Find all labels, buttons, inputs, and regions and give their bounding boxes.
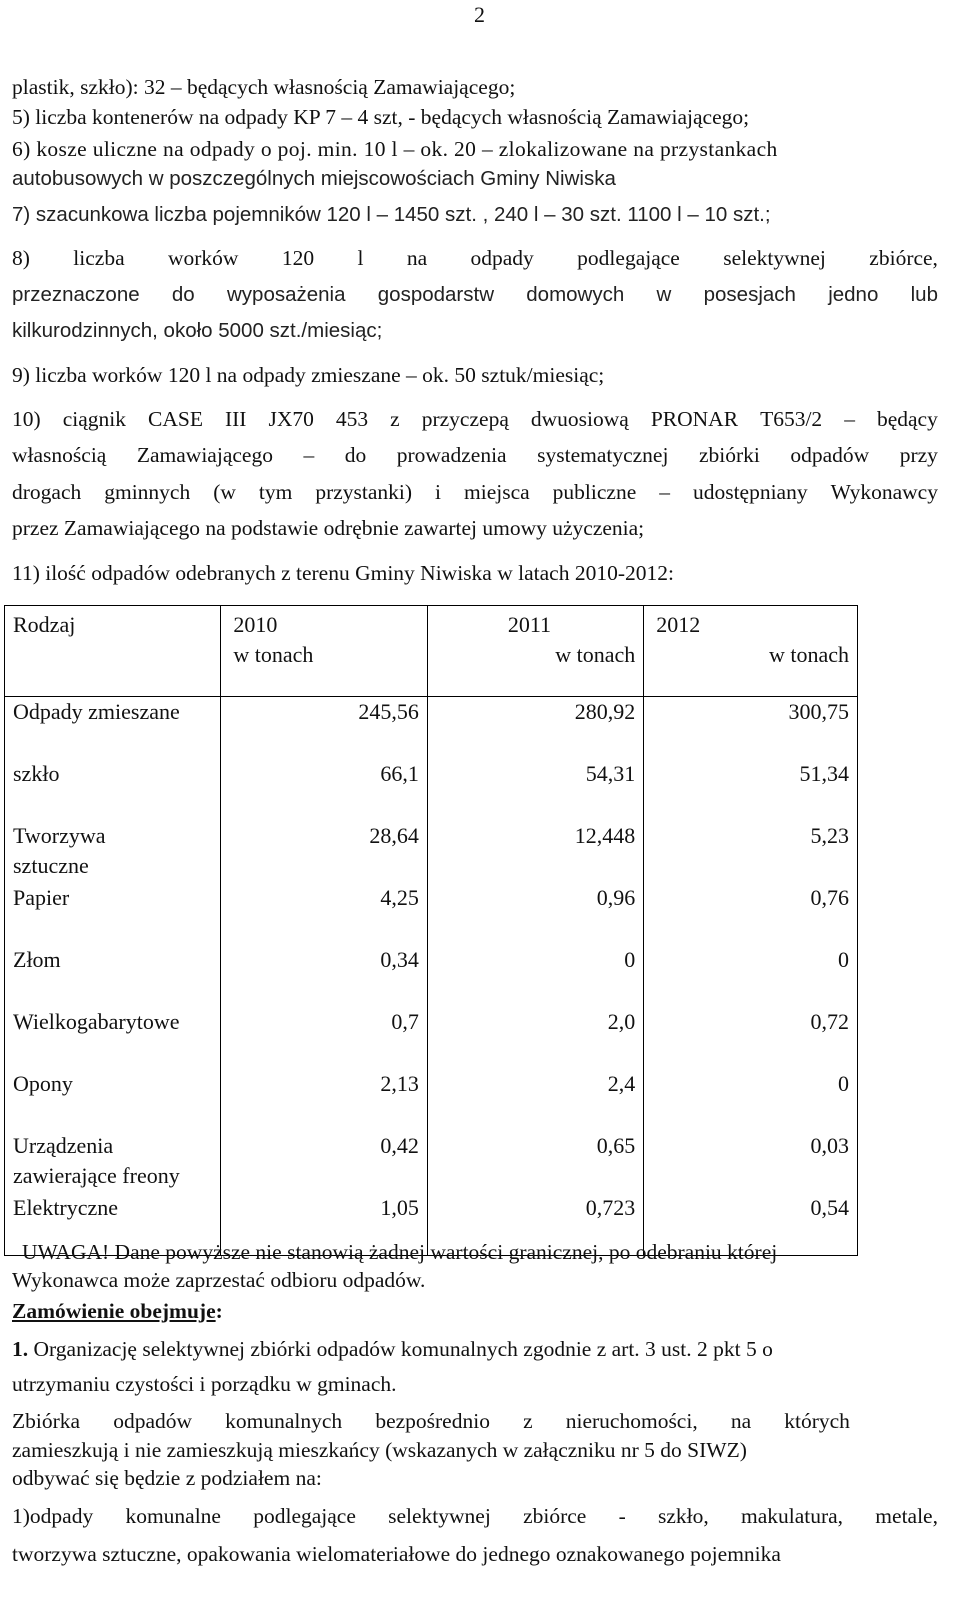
justified-line-8 — [12, 245, 938, 271]
word: szkło, — [657, 1504, 709, 1528]
word: worków — [168, 246, 239, 270]
word: gminnych — [104, 480, 191, 504]
word: zbiórce, — [869, 246, 938, 270]
word: 8) — [12, 246, 30, 270]
table-row — [5, 1007, 858, 1069]
table-row — [5, 697, 858, 760]
cell-2011: 54,31 — [427, 759, 643, 821]
word: na — [730, 1409, 752, 1433]
order-item-1b: utrzymaniu czystości i porządku w gminach. — [12, 1372, 397, 1396]
cell-2010: 66,1 — [221, 759, 428, 821]
word: CASE — [148, 407, 203, 431]
waste-table — [4, 605, 858, 1256]
word: PRONAR — [650, 407, 739, 431]
text-line: 11) ilość odpadów odebranych z terenu Gminy Niwiska w latach 2010-2012: — [12, 561, 674, 585]
word: przeznaczone — [12, 283, 140, 306]
word: z — [390, 407, 400, 431]
word: tym — [258, 480, 293, 504]
word: makulatura, — [740, 1504, 844, 1528]
cell-type: Urządzenia zawierające freony — [5, 1131, 221, 1193]
table-row — [5, 945, 858, 1007]
cell-2011: 280,92 — [427, 697, 643, 760]
cell-type: Wielkogabarytowe — [5, 1007, 221, 1069]
word: Zbiórka — [12, 1409, 81, 1433]
word: prowadzenia — [396, 443, 507, 467]
text-p2b: zamieszkują i nie zamieszkują mieszkańcy (wskazanych w załączniku nr 5 do SIWZ) — [12, 1438, 747, 1462]
word: i — [435, 480, 442, 504]
cell-2012: 0,76 — [644, 883, 858, 945]
cell-2011: 0,96 — [427, 883, 643, 945]
word: których — [784, 1409, 850, 1433]
word: przystanki) — [315, 480, 413, 504]
word: do — [344, 443, 367, 467]
word: wyposażenia — [226, 283, 346, 306]
text-line: przez Zamawiającego na podstawie odrębnie zawartej umowy użyczenia; — [12, 516, 645, 540]
order-item-1: 1. Organizację selektywnej zbiórki odpadów komunalnych zgodnie z art. 3 ust. 2 pkt 5 o — [12, 1337, 773, 1361]
order-heading: Zamówienie obejmuje: — [12, 1299, 223, 1323]
word: z — [523, 1409, 533, 1433]
header-2012: 2012 w tonach — [644, 606, 858, 697]
table-row — [5, 1069, 858, 1131]
word: T653/2 — [760, 407, 823, 431]
cell-2012: 51,34 — [644, 759, 858, 821]
cell-2010: 0,34 — [221, 945, 428, 1007]
cell-2012: 0 — [644, 945, 858, 1007]
word: III — [224, 407, 247, 431]
word: selektywnej — [388, 1504, 491, 1528]
table-row — [5, 759, 858, 821]
table-row — [5, 821, 858, 883]
word: Wykonawcy — [830, 480, 938, 504]
word: – — [303, 443, 315, 467]
word: zbiórki — [698, 443, 760, 467]
word: przyczepą — [421, 407, 509, 431]
header-2010: 2010 w tonach — [221, 606, 428, 697]
word: Zamawiającego — [136, 443, 273, 467]
cell-type: Odpady zmieszane — [5, 697, 221, 760]
word: – — [659, 480, 670, 504]
table-row — [5, 1131, 858, 1193]
word: 10) — [12, 407, 41, 431]
word: drogach — [12, 480, 82, 504]
cell-type: Papier — [5, 883, 221, 945]
word: selektywnej — [723, 246, 826, 270]
justified-line-10b — [12, 442, 938, 468]
word: podlegające — [253, 1504, 356, 1528]
cell-type: Złom — [5, 945, 221, 1007]
word: udostępniany — [692, 480, 808, 504]
word: 1)odpady — [12, 1504, 94, 1528]
page-number: 2 — [474, 2, 485, 27]
text-line: 7) szacunkowa liczba pojemników 120 l – 1450 szt. , 240 l – 30 szt. 1100 l – 10 szt.; — [12, 203, 771, 226]
justified-line-8b — [12, 282, 938, 308]
word: odpady — [470, 246, 534, 270]
word: 453 — [335, 407, 369, 431]
cell-2011: 12,448 — [427, 821, 643, 883]
cell-2012: 0,54 — [644, 1193, 858, 1256]
word: liczba — [73, 246, 125, 270]
word: - — [618, 1504, 626, 1528]
word: systematycznej — [537, 443, 669, 467]
text-line: 5) liczba kontenerów na odpady KP 7 – 4 szt, - będących własnością Zamawiającego; — [12, 105, 750, 129]
cell-2012: 0,03 — [644, 1131, 858, 1193]
cell-2011: 2,4 — [427, 1069, 643, 1131]
cell-2011: 2,0 — [427, 1007, 643, 1069]
word: miejsca — [464, 480, 530, 504]
cell-2010: 0,42 — [221, 1131, 428, 1193]
text-line: 9) liczba worków 120 l na odpady zmieszane – ok. 50 sztuk/miesiąc; — [12, 363, 605, 387]
word: będący — [876, 407, 938, 431]
cell-2012: 0,72 — [644, 1007, 858, 1069]
word: ciągnik — [62, 407, 126, 431]
table-header-row — [5, 606, 858, 697]
word: w — [656, 283, 672, 306]
word: bezpośrednio — [375, 1409, 490, 1433]
word: domowych — [526, 283, 625, 306]
cell-2010: 245,56 — [221, 697, 428, 760]
word: komunalne — [125, 1504, 221, 1528]
justified-p3a — [12, 1503, 938, 1529]
word: metale, — [875, 1504, 938, 1528]
table-row — [5, 883, 858, 945]
word: publiczne — [552, 480, 637, 504]
cell-2012: 5,23 — [644, 821, 858, 883]
cell-2010: 28,64 — [221, 821, 428, 883]
word: dwuosiową — [530, 407, 629, 431]
cell-2012: 300,75 — [644, 697, 858, 760]
word: l — [357, 246, 364, 270]
cell-2010: 4,25 — [221, 883, 428, 945]
word: zbiórce — [523, 1504, 587, 1528]
text-line: autobusowych w poszczególnych miejscowościach Gminy Niwiska — [12, 167, 616, 190]
cell-2011: 0,65 — [427, 1131, 643, 1193]
cell-type: Elektryczne — [5, 1193, 221, 1256]
justified-line-10 — [12, 406, 938, 432]
text-line: plastik, szkło): 32 – będących własnością Zamawiającego; — [12, 75, 516, 99]
word: – — [844, 407, 855, 431]
word: (w — [213, 480, 236, 504]
word: przy — [899, 443, 938, 467]
word: odpadów — [113, 1409, 193, 1433]
header-rodzaj: Rodzaj — [5, 606, 221, 697]
uwaga-line-1: UWAGA! Dane powyższe nie stanowią żadnej wartości granicznej, po odebraniu której — [22, 1240, 778, 1264]
word: nieruchomości, — [565, 1409, 698, 1433]
cell-type: szkło — [5, 759, 221, 821]
justified-p2a — [12, 1408, 850, 1434]
word: JX70 — [268, 407, 314, 431]
header-2011: 2011 w tonach — [427, 606, 643, 697]
word: jedno — [828, 283, 879, 306]
text-line: 6) kosze uliczne na odpady o poj. min. 10 l – ok. 20 – zlokalizowane na przystankach — [12, 137, 778, 161]
word: własnością — [12, 443, 107, 467]
word: odpadów — [790, 443, 870, 467]
cell-2011: 0 — [427, 945, 643, 1007]
word: komunalnych — [225, 1409, 343, 1433]
table-body — [5, 697, 858, 1256]
word: do — [171, 283, 195, 306]
cell-2012: 0 — [644, 1069, 858, 1131]
text-line: kilkurodzinnych, około 5000 szt./miesiąc; — [12, 319, 383, 342]
word: lub — [910, 283, 938, 306]
word: podlegające — [577, 246, 680, 270]
word: posesjach — [703, 283, 796, 306]
text-p3b: tworzywa sztuczne, opakowania wielomateriałowe do jednego oznakowanego pojemnika — [12, 1542, 781, 1566]
cell-2010: 2,13 — [221, 1069, 428, 1131]
text-p2c: odbywać się będzie z podziałem na: — [12, 1466, 322, 1490]
cell-2010: 1,05 — [221, 1193, 428, 1256]
word: gospodarstw — [377, 283, 494, 306]
cell-2011: 0,723 — [427, 1193, 643, 1256]
cell-type: Tworzywa sztuczne — [5, 821, 221, 883]
uwaga-line-2: Wykonawca może zaprzestać odbioru odpadów. — [12, 1268, 426, 1292]
word: 120 — [281, 246, 315, 270]
word: na — [406, 246, 428, 270]
justified-line-10c — [12, 479, 938, 505]
cell-2010: 0,7 — [221, 1007, 428, 1069]
cell-type: Opony — [5, 1069, 221, 1131]
